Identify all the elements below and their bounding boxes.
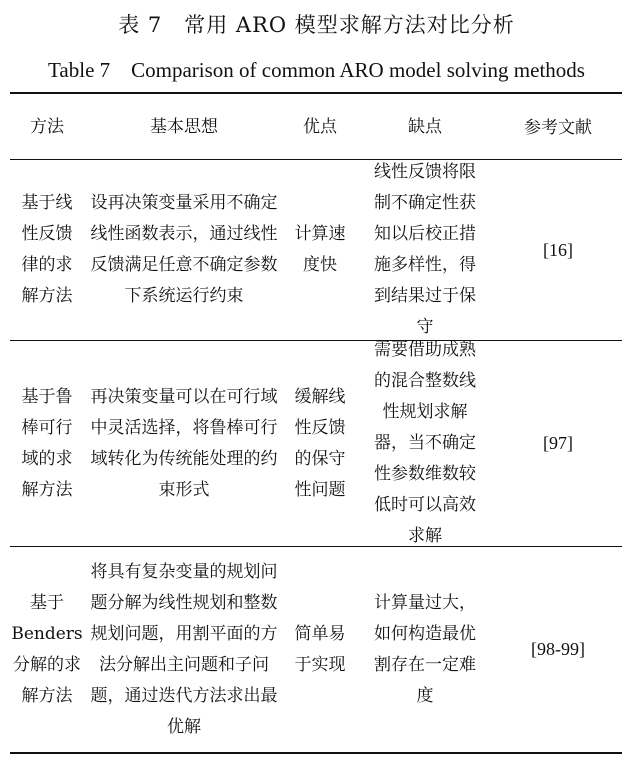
row-advantages: 计算速度快 (294, 224, 346, 275)
row-method: 基于线性反馈律的求解方法 (21, 193, 73, 306)
header-method: 方法 (30, 116, 64, 137)
row-basic-idea: 设再决策变量采用不确定线性函数表示，通过线性反馈满足任意不确定参数下系统运行约束 (90, 193, 278, 306)
header-advantages: 优点 (303, 116, 337, 137)
row-disadvantages: 线性反馈将限制不确定性获知以后校正措施多样性，得到结果过于保守 (374, 162, 476, 337)
row-basic-idea: 将具有复杂变量的规划问题分解为线性规划和整数规划问题，用割平面的方法分解出主问题和子问题，通过迭代方法求出最优解 (90, 561, 278, 737)
row-reference: [97] (543, 433, 573, 453)
header-references: 参考文献 (524, 117, 592, 137)
table-caption-english: Table 7 Comparison of common ARO model solving methods (48, 58, 585, 82)
row-reference: [16] (543, 239, 573, 260)
row-advantages: 缓解线性反馈的保守性问题 (294, 386, 346, 500)
bottom-rule (10, 752, 622, 754)
header-disadvantages: 缺点 (408, 116, 442, 137)
table-row (10, 547, 622, 752)
row-method: 基于鲁棒可行域的求解方法 (21, 386, 73, 500)
row-method: 基于Benders分解的求解方法 (11, 592, 83, 706)
top-rule (10, 92, 622, 94)
row-basic-idea: 再决策变量可以在可行域中灵活选择，将鲁棒可行域转化为传统能处理的约束形式 (90, 386, 278, 500)
row-disadvantages: 计算量过大，如何构造最优割存在一定难度 (374, 592, 476, 706)
row-advantages: 简单易于实现 (294, 623, 346, 675)
row-reference: [98-99] (531, 639, 585, 659)
row-disadvantages: 需要借助成熟的混合整数线性规划求解器，当不确定性参数维数较低时可以高效求解 (374, 340, 476, 546)
table-caption-chinese: 表 7 常用 ARO 模型求解方法对比分析 (118, 13, 515, 37)
table-row (10, 341, 622, 546)
header-basic-idea: 基本思想 (150, 116, 218, 137)
table-header-row (10, 95, 622, 159)
table-row (10, 160, 622, 340)
